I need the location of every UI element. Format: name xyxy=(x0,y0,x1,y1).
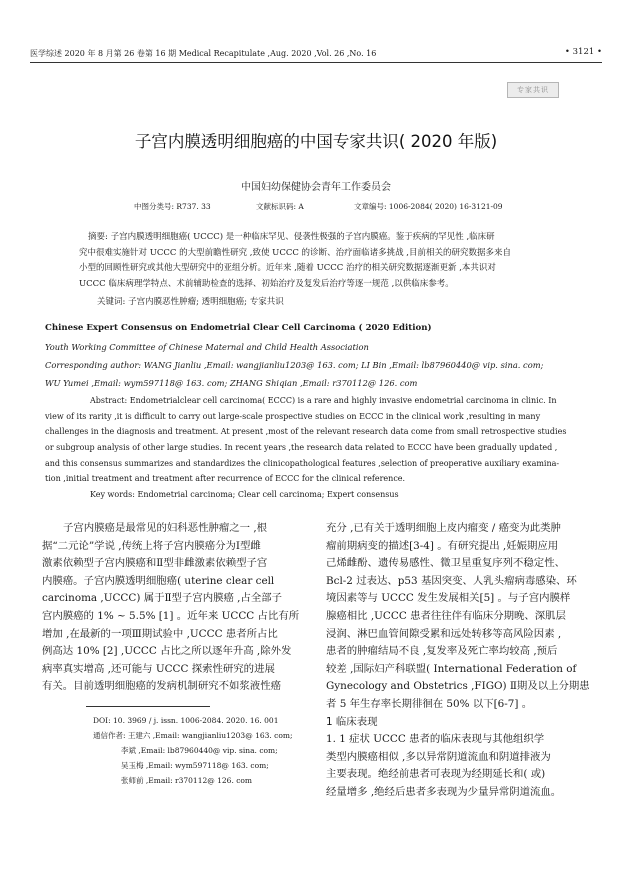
body-line: carcinoma ,UCCC) 属于Ⅱ型子宫内膜癌 ,占全部子 xyxy=(42,592,283,605)
body-line: 较差 ,国际妇产科联盟( International Federation of xyxy=(326,662,577,675)
body-line: Gynecology and Obstetrics ,FIGO) Ⅱ期及以上分期患 xyxy=(326,680,590,693)
body-line: 例高达 10% [2] ,UCCC 占比之所以逐年升高 ,除外发 xyxy=(42,645,292,658)
body-line: 患者的肿瘤结局不良 ,复发率及死亡率均较高 ,预后 xyxy=(326,645,558,658)
body-line: 充分 ,已有关于透明细胞上皮内瘤变 / 癌变为此类肿 xyxy=(326,522,561,534)
corresponding-authors: Corresponding author: WANG Jianliu ,Email: wangjianliu1203@ 163. com; LI Bin ,Email: lb87960440@ vip. sina. com; xyxy=(45,360,544,370)
chinese-keywords: 关键词: 子宫内膜恶性肿瘤; 透明细胞癌; 专家共识 xyxy=(97,297,284,307)
author-group: 中国妇幼保健协会青年工作委员会 xyxy=(241,182,391,193)
footnote-divider xyxy=(86,706,210,707)
journal-header: 医学综述 2020 年 8 月第 26 卷第 16 期 Medical Recapitulate ,Aug. 2020 ,Vol. 26 ,No. 16 xyxy=(30,49,377,58)
body-line: 激素依赖型子宫内膜癌和Ⅱ型非雌激素依赖型子宫 xyxy=(42,557,268,570)
page-number: • 3121 • xyxy=(564,47,602,57)
body-line: 有关。目前透明细胞癌的发病机制研究不如浆液性癌 xyxy=(42,680,281,693)
running-header xyxy=(30,44,602,62)
body-line: 类型内膜癌相似 ,多以异常阴道流血和阴道排液为 xyxy=(326,750,551,763)
footnotes xyxy=(93,713,293,788)
footnote-line: 李斌 ,Email: lb87960440@ vip. sina. com; xyxy=(121,746,278,755)
footnote-line: 吴玉梅 ,Email: wym597118@ 163. com; xyxy=(121,761,269,770)
abstract-line: or subgroup analysis of other large studies. In recent years ,the research data related to ECCC have been gradually updated , xyxy=(45,443,558,453)
section-heading: 1 临床表现 xyxy=(326,715,378,728)
abstract-line: and this consensus summarizes and standardizes the clinicopathological features ,selection of preoperative auxiliary examina- xyxy=(45,458,560,468)
abstract-line: 摘要: 子宫内膜透明细胞癌( UCCC) 是一种临床罕见、侵袭性极强的子宫内膜癌。鉴于疾病的罕见性 ,临床研 xyxy=(88,232,495,242)
footnote-line: 通信作者: 王建六 ,Email: wangjianliu1203@ 163. com; xyxy=(93,731,293,740)
body-column-right xyxy=(326,520,594,802)
article-title: 子宫内膜透明细胞癌的中国专家共识( 2020 年版) xyxy=(134,132,498,151)
abstract-line: challenges in the diagnosis and treatment. At present ,most of the relevant research data come from small retrospective studies xyxy=(45,427,567,437)
english-affiliation: Youth Working Committee of Chinese Maternal and Child Health Association xyxy=(45,342,369,352)
english-title: Chinese Expert Consensus on Endometrial Clear Cell Carcinoma ( 2020 Edition) xyxy=(45,323,432,333)
category-stamp: 专家共识 xyxy=(507,82,559,98)
body-line: 主要表现。绝经前患者可表现为经期延长和( 或) xyxy=(326,768,546,781)
english-abstract xyxy=(45,393,575,487)
body-column-left xyxy=(42,520,304,696)
body-line: 据“二元论”学说 ,传统上将子宫内膜癌分为Ⅰ型雌 xyxy=(42,539,261,552)
footnote-line: 张师前 ,Email: r370112@ 126. com xyxy=(121,776,253,785)
body-line: 己烯雌酚、遗传易感性、微卫星重复序列不稳定性、 xyxy=(326,557,565,570)
abstract-line: UCCC 临床病理学特点、术前辅助检查的选择、初始治疗及复发后治疗等逐一规范 ,以供临床参考。 xyxy=(79,279,454,290)
body-line: 1. 1 症状 UCCC 患者的临床表现与其他组织学 xyxy=(326,733,545,746)
body-line: 增加 ,在最新的一项Ⅲ期试验中 ,UCCC 患者所占比 xyxy=(42,627,278,640)
body-line: 子宫内膜癌是最常见的妇科恶性肿瘤之一 ,根 xyxy=(63,522,268,534)
body-line: 内膜癌。子宫内膜透明细胞癌( uterine clear cell xyxy=(42,574,275,587)
body-line: 经量增多 ,绝经后患者多表现为少量异常阴道流血。 xyxy=(326,785,562,798)
article-number: 文章编号: 1006-2084( 2020) 16-3121-09 xyxy=(354,202,503,211)
body-line: 境因素等与 UCCC 发生发展相关[5] 。与子宫内膜样 xyxy=(326,592,571,605)
body-line: 者 5 年生存率长期徘徊在 50% 以下[6-7] 。 xyxy=(326,697,533,710)
body-line: 宫内膜癌的 1% ~ 5.5% [1] 。近年来 UCCC 占比有所 xyxy=(42,609,300,622)
body-line: 浸润、淋巴血管间隙受累和远处转移等高风险因素 , xyxy=(326,627,562,640)
doi: DOI: 10. 3969 / j. issn. 1006-2084. 2020. 16. 001 xyxy=(93,716,279,725)
corresponding-authors: WU Yumei ,Email: wym597118@ 163. com; ZHANG Shiqian ,Email: r370112@ 126. com xyxy=(45,378,418,388)
body-line: 腺癌相比 ,UCCC 患者往往伴有临床分期晚、深肌层 xyxy=(326,609,566,622)
body-line: 病率真实增高 ,还可能与 UCCC 探索性研究的进展 xyxy=(42,662,275,675)
abstract-line: view of its rarity ,it is difficult to carry out large-scale prospective studies on ECCC in the clinical work ,resulting in many xyxy=(45,411,541,421)
chinese-abstract xyxy=(79,230,572,293)
header-divider xyxy=(30,62,602,63)
clc-number: 中图分类号: R737. 33 xyxy=(134,202,211,211)
document-code: 文献标识码: A xyxy=(256,202,304,211)
body-line: Bcl-2 过表达、p53 基因突变、人乳头瘤病毒感染、环 xyxy=(326,574,577,587)
body-line: 瘤前期病变的描述[3-4] 。有研究提出 ,妊娠期应用 xyxy=(326,539,559,552)
abstract-line: tion ,initial treatment and treatment after recurrence of ECCC for the clinical reference. xyxy=(45,474,406,484)
abstract-line: 究中很难实施针对 UCCC 的大型前瞻性研究 ,致使 UCCC 的诊断、治疗面临诸多挑战 ,目前相关的研究数据多来自 xyxy=(79,247,511,258)
english-keywords: Key words: Endometrial carcinoma; Clear cell carcinoma; Expert consensus xyxy=(90,490,399,499)
abstract-line: Abstract: Endometrialclear cell carcinoma( ECCC) is a rare and highly invasive endometrial carcinoma in clinic. In xyxy=(90,396,557,405)
abstract-line: 小型的回顾性研究或其他大型研究中的亚组分析。近年来 ,随着 UCCC 治疗的相关研究数据逐渐更新 ,本共识对 xyxy=(79,263,496,274)
